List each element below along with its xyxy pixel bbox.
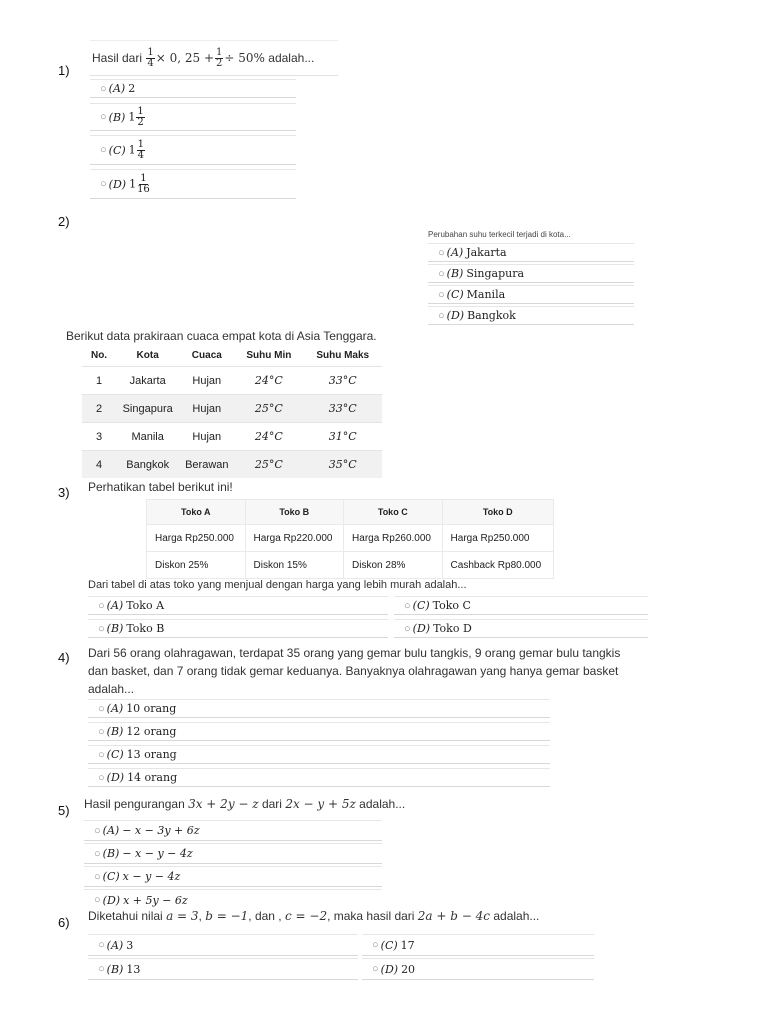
q2-option-c[interactable]: ○ (C) Manila — [428, 285, 634, 304]
cell: Harga Rp250.000 — [147, 525, 246, 552]
question-6-stem: Diketahui nilai a = 3, b = −1, dan , c = −2, maka hasil dari 2a + b − 4c adalah... — [88, 909, 540, 923]
expression: 2x − y + 5z — [285, 797, 356, 811]
question-6-number: 6) — [58, 915, 70, 930]
q6-option-b[interactable]: ○ (B) 13 — [88, 958, 358, 980]
cell: Harga Rp220.000 — [245, 525, 344, 552]
col-header: Suhu Maks — [316, 349, 370, 361]
cell: Hujan — [179, 395, 234, 423]
expression: a = 3 — [166, 909, 199, 923]
cell: 31°C — [303, 423, 382, 451]
radio-icon[interactable]: ○ — [98, 963, 105, 975]
expression: c = −2 — [284, 909, 328, 923]
expr-divide-percent: ÷ 50% — [224, 50, 265, 65]
stem-text: , dan , — [248, 909, 282, 923]
radio-icon[interactable]: ○ — [98, 771, 105, 784]
weather-table — [82, 344, 382, 478]
radio-icon[interactable]: ○ — [98, 939, 105, 951]
q5-option-c[interactable]: ○ (C) x − y − 4z — [84, 866, 382, 887]
table-row — [82, 367, 382, 395]
cell: 33°C — [303, 367, 382, 395]
q1-option-b[interactable]: ○ (B) 1 $\frac{1}{2}$ — [90, 103, 296, 131]
table-row — [82, 423, 382, 451]
stem-line: adalah... — [88, 682, 135, 696]
cell: Diskon 15% — [245, 552, 344, 579]
cell: 4 — [82, 451, 116, 479]
radio-icon[interactable]: ○ — [372, 939, 379, 951]
radio-icon[interactable]: ○ — [94, 894, 101, 906]
cell: 33°C — [303, 395, 382, 423]
cell: Berawan — [179, 451, 234, 479]
q1-option-d[interactable]: ○ (D) 1 $\frac{1}{16}$ — [90, 169, 296, 199]
cell: Jakarta — [116, 367, 179, 395]
question-3-text: Dari tabel di atas toko yang menjual dengan harga yang lebih murah adalah... — [88, 579, 467, 591]
weather-table-intro: Berikut data prakiraan cuaca empat kota di Asia Tenggara. — [66, 329, 377, 343]
cell: Bangkok — [116, 451, 179, 479]
q2-option-b[interactable]: ○ (B) Singapura — [428, 264, 634, 283]
expression: b = −1 — [205, 909, 249, 923]
radio-icon[interactable]: ○ — [98, 702, 105, 715]
radio-icon[interactable]: ○ — [98, 725, 105, 738]
cell: 24°C — [234, 367, 303, 395]
question-1-stem-suffix: adalah... — [268, 50, 315, 65]
radio-icon[interactable]: ○ — [404, 599, 411, 612]
option-d-value: 1 $\frac{1}{16}$ — [129, 172, 150, 195]
table-row — [82, 451, 382, 479]
q6-option-a[interactable]: ○ (A) 3 — [88, 934, 358, 956]
col-header: No. — [90, 349, 108, 361]
radio-icon[interactable]: ○ — [404, 622, 411, 635]
cell: Harga Rp250.000 — [442, 525, 553, 552]
stem-line: Dari 56 orang olahragawan, terdapat 35 orang yang gemar bulu tangkis, 9 orang gemar bulu tangkis — [88, 646, 621, 660]
col-header: Toko C — [344, 500, 443, 525]
question-3-number: 3) — [58, 485, 70, 500]
q6-option-d[interactable]: ○ (D) 20 — [362, 958, 594, 980]
q3-option-d[interactable]: ○ (D) Toko D — [394, 619, 648, 638]
question-5-stem — [84, 796, 405, 813]
radio-icon[interactable]: ○ — [100, 144, 107, 156]
cell: Harga Rp260.000 — [344, 525, 443, 552]
radio-icon[interactable]: ○ — [438, 309, 445, 322]
col-header: Toko B — [245, 500, 344, 525]
question-5-number: 5) — [58, 803, 70, 818]
option-c-value: 1 $\frac{1}{4}$ — [128, 138, 145, 161]
cell: Hujan — [179, 423, 234, 451]
q4-option-a[interactable]: ○ (A) 10 orang — [88, 699, 550, 718]
question-2-number: 2) — [58, 214, 70, 229]
cell: 2 — [82, 395, 116, 423]
stem-text: adalah... — [493, 909, 540, 923]
expression: 3x + 2y − z — [188, 797, 259, 811]
q4-option-b[interactable]: ○ (B) 12 orang — [88, 722, 550, 741]
radio-icon[interactable]: ○ — [372, 963, 379, 975]
cell: 25°C — [234, 451, 303, 479]
stem-text: , maka hasil dari — [327, 909, 415, 923]
cell: 25°C — [234, 395, 303, 423]
cell: Cashback Rp80.000 — [442, 552, 553, 579]
cell: Diskon 28% — [344, 552, 443, 579]
expression: 2a + b − 4c — [417, 909, 490, 923]
radio-icon[interactable]: ○ — [100, 178, 107, 190]
fraction-one-half: $\frac{1}{2}$ — [216, 46, 223, 69]
radio-icon[interactable]: ○ — [98, 748, 105, 761]
radio-icon[interactable]: ○ — [100, 82, 107, 95]
radio-icon[interactable]: ○ — [98, 622, 105, 635]
q4-option-c[interactable]: ○ (C) 13 orang — [88, 745, 550, 764]
q6-option-c[interactable]: ○ (C) 17 — [362, 934, 594, 956]
radio-icon[interactable]: ○ — [100, 111, 107, 123]
cell: 24°C — [234, 423, 303, 451]
fraction-one-quarter: $\frac{1}{4}$ — [147, 46, 154, 69]
question-1-stem — [90, 40, 338, 76]
col-header: Kota — [136, 349, 159, 361]
radio-icon[interactable]: ○ — [438, 267, 445, 280]
option-b-value: 1 $\frac{1}{2}$ — [128, 105, 144, 128]
q1-option-c[interactable]: ○ (C) 1 $\frac{1}{4}$ — [90, 135, 296, 165]
radio-icon[interactable]: ○ — [94, 824, 101, 837]
q5-option-a[interactable]: ○ (A) − x − 3y + 6z — [84, 820, 382, 841]
q1-option-a[interactable]: ○ (A) 2 — [90, 79, 296, 98]
expr-times: × 0, 25 + — [155, 50, 215, 65]
question-3-stem: Perhatikan tabel berikut ini! — [88, 480, 233, 494]
q5-option-b[interactable]: ○ (B) − x − y − 4z — [84, 843, 382, 864]
q3-option-c[interactable]: ○ (C) Toko C — [394, 596, 648, 615]
q2-option-a[interactable]: ○ (A) Jakarta — [428, 243, 634, 262]
radio-icon[interactable]: ○ — [94, 870, 101, 883]
cell: Hujan — [179, 367, 234, 395]
table-row — [147, 552, 554, 579]
store-table — [146, 499, 554, 579]
col-header: Cuaca — [191, 349, 222, 361]
stem-text: dari — [261, 797, 282, 811]
question-4-stem — [88, 644, 648, 698]
cell: Manila — [116, 423, 179, 451]
q3-option-a[interactable]: ○ (A) Toko A — [88, 596, 388, 615]
radio-icon[interactable]: ○ — [98, 599, 105, 612]
question-2-stem: Perubahan suhu terkecil terjadi di kota... — [428, 230, 571, 239]
radio-icon[interactable]: ○ — [438, 288, 445, 301]
radio-icon[interactable]: ○ — [94, 847, 101, 860]
store-table-header — [147, 500, 554, 525]
q2-option-d[interactable]: ○ (D) Bangkok — [428, 306, 634, 325]
cell: 35°C — [303, 451, 382, 479]
question-1-stem-prefix: Hasil dari — [92, 50, 143, 65]
q4-option-d[interactable]: ○ (D) 14 orang — [88, 768, 550, 787]
table-row — [147, 525, 554, 552]
stem-text: adalah... — [359, 797, 406, 811]
table-row — [82, 395, 382, 423]
col-header: Toko A — [147, 500, 246, 525]
question-4-number: 4) — [58, 650, 70, 665]
col-header: Suhu Min — [246, 349, 292, 361]
stem-text: Hasil pengurangan — [84, 797, 185, 811]
cell: Singapura — [116, 395, 179, 423]
cell: Diskon 25% — [147, 552, 246, 579]
q3-option-b[interactable]: ○ (B) Toko B — [88, 619, 388, 638]
q5-option-d[interactable]: ○ (D) x + 5y − 6z — [84, 889, 382, 910]
weather-table-header — [82, 344, 382, 367]
question-1-number: 1) — [58, 63, 70, 78]
cell: 1 — [82, 367, 116, 395]
col-header: Toko D — [442, 500, 553, 525]
stem-line: dan basket, dan 7 orang tidak gemar keduanya. Banyaknya olahragawan yang hanya gemar basket — [88, 664, 619, 678]
cell: 3 — [82, 423, 116, 451]
radio-icon[interactable]: ○ — [438, 246, 445, 259]
stem-text: Diketahui nilai — [88, 909, 163, 923]
